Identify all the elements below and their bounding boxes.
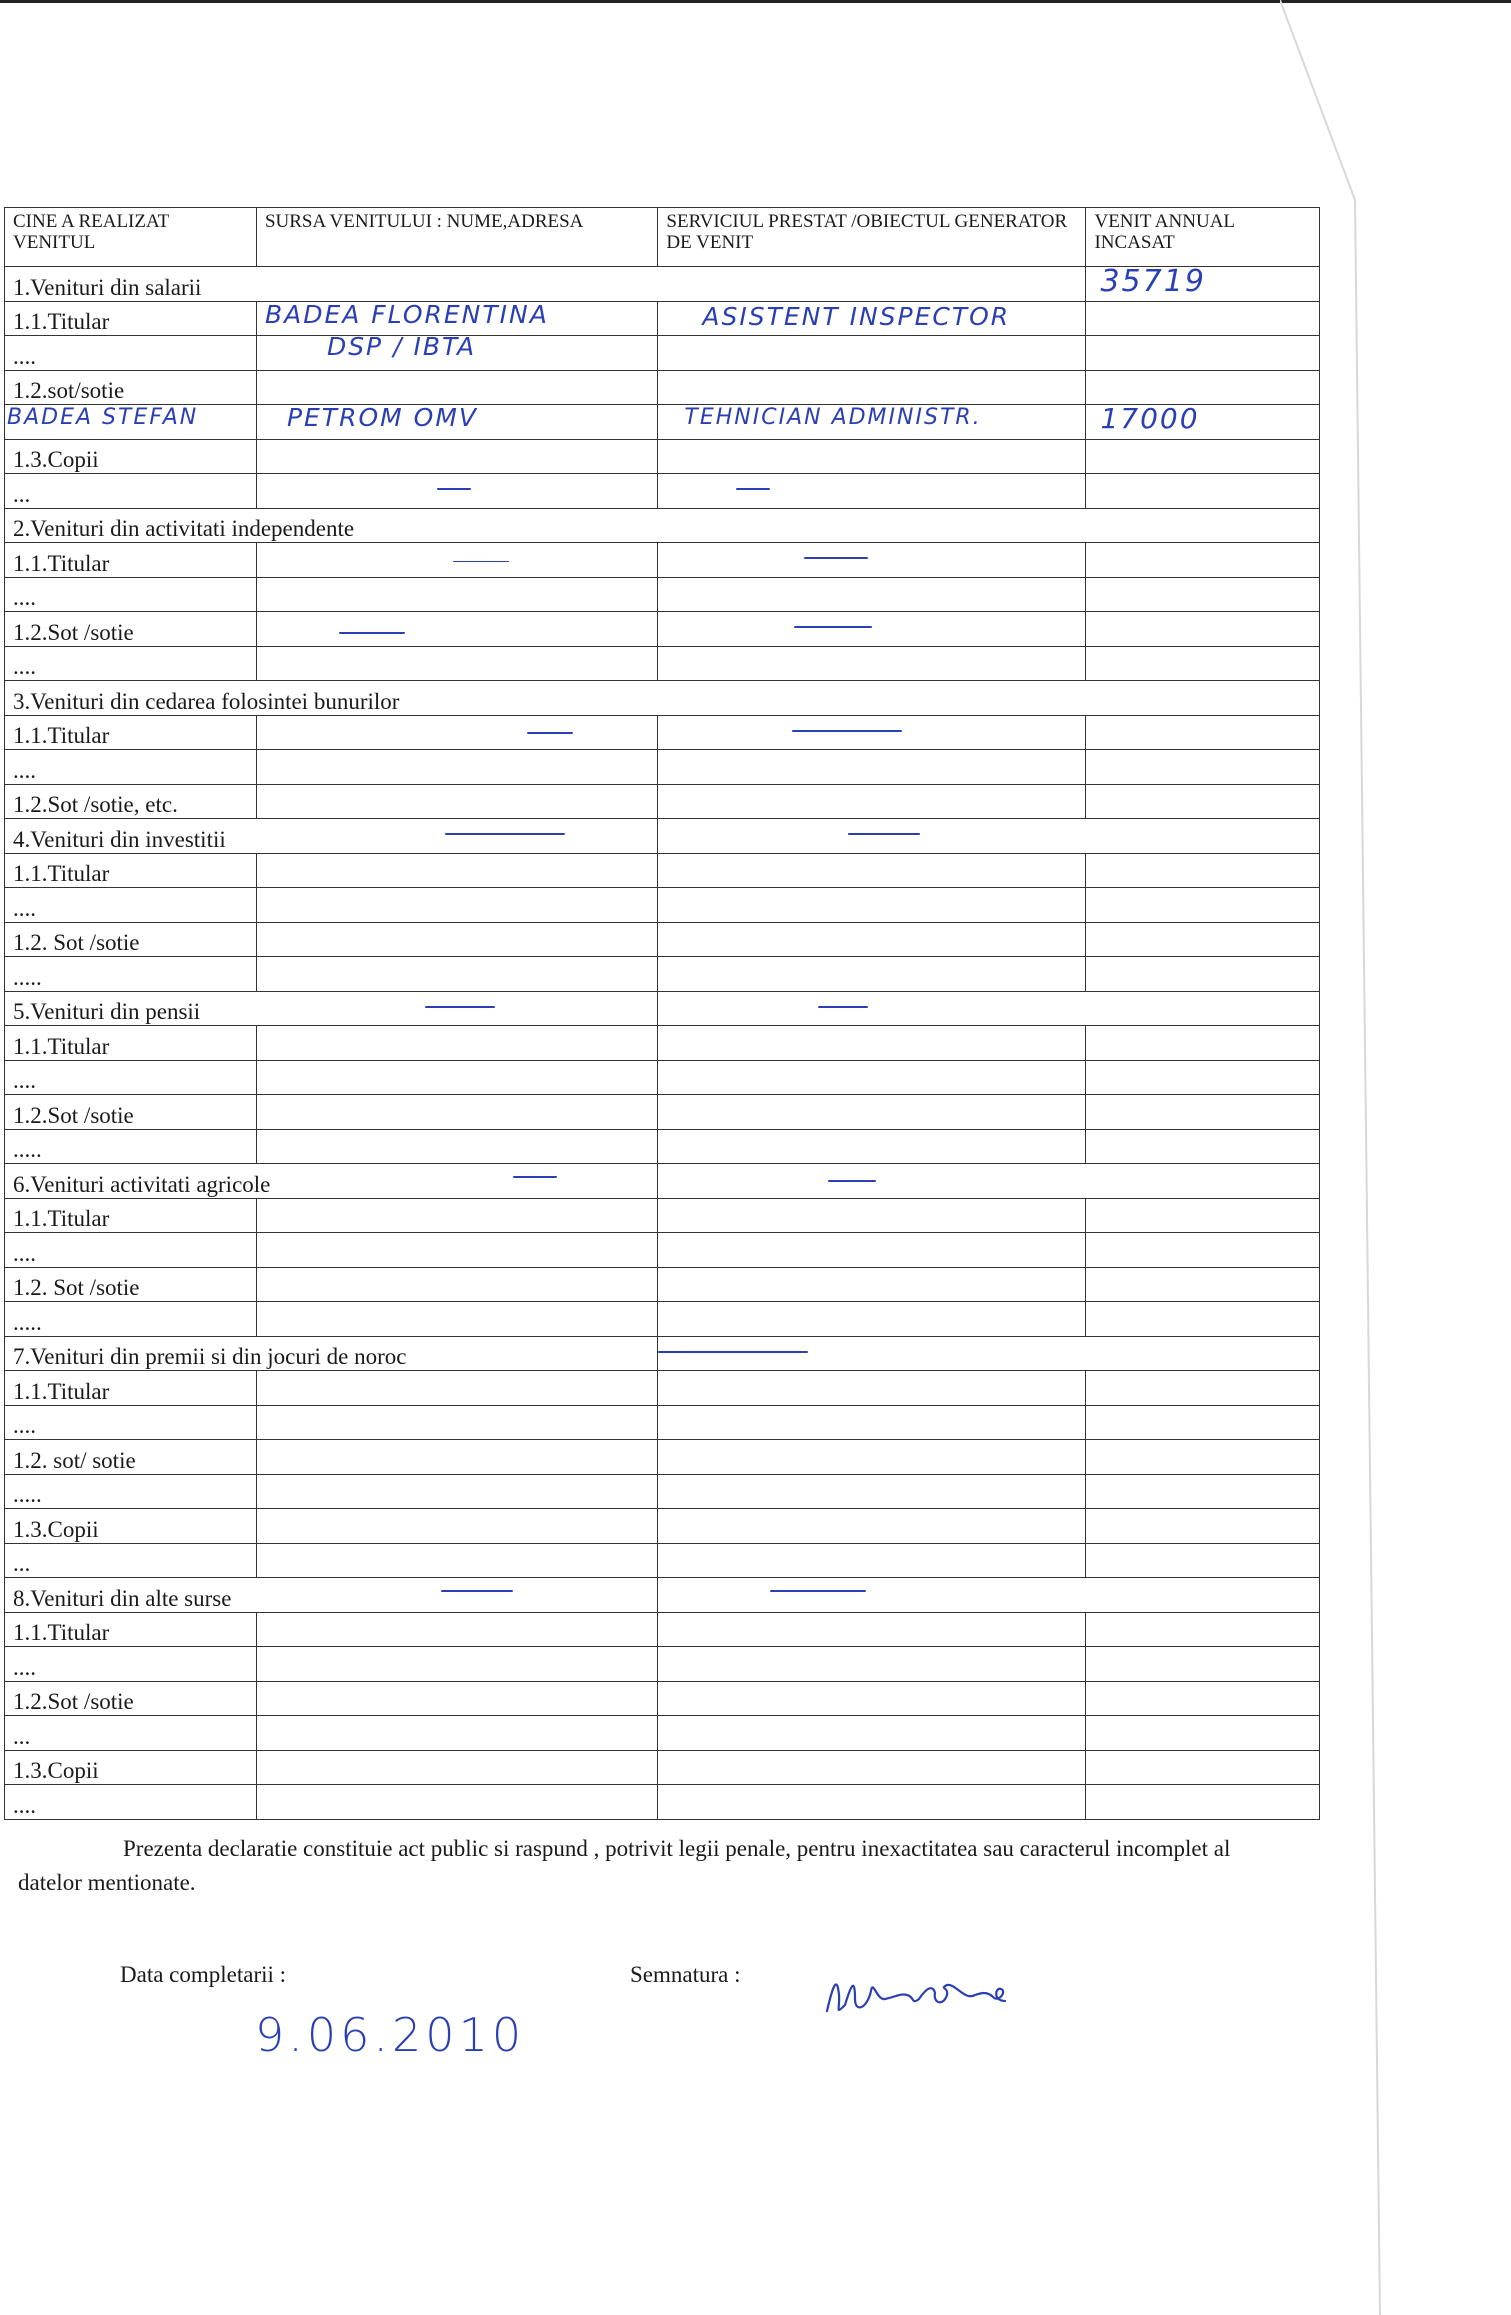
table-cell [658, 1198, 1086, 1233]
titular-source-cell-2 [256, 332, 657, 371]
titular-service-handwritten: ASISTENT INSPECTOR [702, 301, 1011, 331]
section-row [5, 1164, 1320, 1199]
table-cell [658, 1440, 1086, 1475]
table-cell [1086, 750, 1320, 785]
table-cell [658, 1716, 1086, 1751]
row-label: 1.1.Titular [5, 1198, 257, 1233]
sot-source-handwritten: PETROM OMV [286, 403, 478, 432]
section-row [5, 991, 1320, 1026]
row-label: ..... [5, 957, 257, 992]
table-cell [1086, 474, 1320, 509]
section-pensions [5, 991, 658, 1026]
table-row [5, 1647, 1320, 1682]
table-cell [256, 474, 657, 509]
table-cell [256, 1750, 657, 1785]
table-cell [658, 853, 1086, 888]
table-cell [256, 853, 657, 888]
table-cell [256, 370, 657, 405]
row-label: 1.1.Titular [5, 715, 257, 750]
table-cell [256, 1129, 657, 1164]
titular-source-handwritten: BADEA FLORENTINA [264, 299, 549, 329]
table-cell [658, 1129, 1086, 1164]
table-cell [1086, 853, 1320, 888]
section-agricultural [5, 1164, 658, 1199]
row-label: 1.2.Sot /sotie [5, 1681, 257, 1716]
dash-mark [804, 557, 868, 559]
row-label: 1.1.Titular [5, 543, 257, 578]
table-row [5, 1095, 1320, 1130]
table-cell [256, 1543, 657, 1578]
dash-mark [848, 833, 920, 835]
sot-service-cell [658, 405, 1086, 440]
date-handwritten: 9.06.2010 [255, 2008, 526, 2062]
table-cell [658, 1785, 1086, 1820]
dash-mark [445, 833, 565, 835]
table-row [5, 1750, 1320, 1785]
row-label: 1.2.Sot /sotie [5, 612, 257, 647]
table-cell [1086, 543, 1320, 578]
row-label: 1.2.sot/sotie [5, 370, 257, 405]
table-cell [658, 819, 1086, 854]
section-row [5, 681, 1320, 716]
dash-mark [770, 1590, 866, 1592]
dash-mark [792, 730, 902, 732]
row-label: 1.2.Sot /sotie [5, 1095, 257, 1130]
dash-mark [513, 1176, 557, 1178]
table-row [5, 715, 1320, 750]
legal-statement: Prezenta declaratie constituie act public si raspund , potrivit legii penale, pentru inexactitatea sau caracterul incomplet al datelor mentionate. [18, 1836, 1231, 1895]
table-row [5, 888, 1320, 923]
table-header-row [5, 208, 1320, 267]
table-cell [256, 957, 657, 992]
table-cell [1086, 991, 1320, 1026]
table-cell [1086, 819, 1320, 854]
salary-total-handwritten: 35719 [1100, 264, 1206, 299]
header-income: VENIT ANNUAL INCASAT [1086, 208, 1320, 267]
table-cell [256, 1612, 657, 1647]
table-cell [1086, 1405, 1320, 1440]
dash-mark [453, 561, 509, 562]
row-label: 1.1.Titular [5, 1371, 257, 1406]
dash-mark [828, 1180, 876, 1182]
table-cell [1086, 1267, 1320, 1302]
sot-name-cell [5, 405, 257, 440]
table-cell [1086, 1750, 1320, 1785]
row-label: 1.1.Titular [5, 1026, 257, 1061]
table-cell [1086, 1198, 1320, 1233]
row-label: .... [5, 1233, 257, 1268]
table-row [5, 922, 1320, 957]
row-label: 1.1.Titular [5, 853, 257, 888]
table-cell [658, 715, 1086, 750]
sot-source-cell [256, 405, 657, 440]
titular-source-handwritten-2: DSP / IBTA [326, 332, 477, 361]
section-row [5, 508, 1320, 543]
dash-mark [818, 1006, 868, 1008]
table-cell [658, 474, 1086, 509]
table-cell [256, 1267, 657, 1302]
dash-mark [437, 488, 471, 490]
table-cell [256, 1198, 657, 1233]
row-label: .... [5, 577, 257, 612]
section-row [5, 1578, 1320, 1613]
header-service: SERVICIUL PRESTAT /OBIECTUL GENERATOR DE VENIT [658, 208, 1086, 267]
table-cell [658, 370, 1086, 405]
table-cell [1086, 1578, 1320, 1613]
row-label: .... [5, 1785, 257, 1820]
table-row [5, 1026, 1320, 1061]
table-cell [1086, 784, 1320, 819]
table-cell [256, 1302, 657, 1337]
section-agricultural-label: 6.Venituri activitati agricole [13, 1171, 271, 1197]
row-label: ..... [5, 1302, 257, 1337]
table-row [5, 1509, 1320, 1544]
dash-mark [425, 1006, 495, 1008]
table-row [5, 612, 1320, 647]
row-label: ... [5, 474, 257, 509]
table-cell [658, 439, 1086, 474]
table-cell [658, 1302, 1086, 1337]
sot-name-handwritten: BADEA STEFAN [7, 405, 199, 430]
table-cell [256, 715, 657, 750]
row-label: 1.2. Sot /sotie [5, 922, 257, 957]
table-cell [256, 1509, 657, 1544]
row-label: .... [5, 1060, 257, 1095]
row-label: .... [5, 888, 257, 923]
section-pensions-label: 5.Venituri din pensii [13, 999, 201, 1024]
table-cell [1086, 1474, 1320, 1509]
table-cell [658, 1336, 1086, 1371]
income-declaration-table [4, 207, 1320, 1820]
row-label: 1.3.Copii [5, 439, 257, 474]
table-cell [256, 577, 657, 612]
table-cell [658, 750, 1086, 785]
section-row [5, 819, 1320, 854]
table-row [5, 750, 1320, 785]
table-cell [658, 612, 1086, 647]
table-row [5, 1474, 1320, 1509]
table-cell [1086, 957, 1320, 992]
dash-mark [339, 632, 405, 634]
table-cell [1086, 646, 1320, 681]
table-cell [658, 1750, 1086, 1785]
table-row [5, 336, 1320, 371]
signature-label: Semnatura : [630, 1962, 741, 1987]
row-label: 1.2.Sot /sotie, etc. [5, 784, 257, 819]
table-cell [1086, 301, 1320, 336]
dash-mark [527, 732, 573, 734]
table-cell [1086, 1095, 1320, 1130]
table-cell [658, 1164, 1086, 1199]
table-cell [658, 1267, 1086, 1302]
section-other [5, 1578, 658, 1613]
section-independent: 2.Venituri din activitati independente [5, 508, 1320, 543]
dash-mark [441, 1590, 513, 1592]
table-cell [256, 646, 657, 681]
table-cell [658, 888, 1086, 923]
table-cell [1086, 1336, 1320, 1371]
table-cell [1086, 336, 1320, 371]
table-cell [658, 1095, 1086, 1130]
sot-service-handwritten: TEHNICIAN ADMINISTR. [684, 405, 982, 430]
table-row [5, 1267, 1320, 1302]
table-row [5, 405, 1320, 440]
table-row [5, 370, 1320, 405]
table-row [5, 439, 1320, 474]
row-label: .... [5, 1405, 257, 1440]
table-cell [658, 1578, 1086, 1613]
table-cell [1086, 1785, 1320, 1820]
table-cell [658, 646, 1086, 681]
section-investments [5, 819, 658, 854]
table-row [5, 853, 1320, 888]
table-cell [256, 784, 657, 819]
table-cell [256, 1716, 657, 1751]
section-other-label: 8.Venituri din alte surse [13, 1585, 232, 1611]
table-cell [658, 922, 1086, 957]
table-cell [1086, 1716, 1320, 1751]
table-cell [1086, 1302, 1320, 1337]
row-label: 1.2. sot/ sotie [5, 1440, 257, 1475]
table-row [5, 1060, 1320, 1095]
table-cell [658, 1371, 1086, 1406]
table-row [5, 1371, 1320, 1406]
table-cell [1086, 1371, 1320, 1406]
table-cell [1086, 612, 1320, 647]
table-cell [1086, 1164, 1320, 1199]
table-cell [1086, 1026, 1320, 1061]
salary-total-cell [1086, 264, 1320, 302]
table-cell [1086, 1647, 1320, 1682]
table-row [5, 1233, 1320, 1268]
row-label: .... [5, 336, 257, 371]
row-label: 1.1.Titular [5, 1612, 257, 1647]
section-row [5, 1336, 1320, 1371]
table-row [5, 1302, 1320, 1337]
table-cell [658, 336, 1086, 371]
row-label: ..... [5, 1474, 257, 1509]
table-cell [658, 957, 1086, 992]
section-investments-label: 4.Venituri din investitii [13, 826, 226, 852]
row-label: ..... [5, 1129, 257, 1164]
table-cell [658, 1233, 1086, 1268]
dash-mark [794, 626, 872, 628]
section-row [5, 267, 1320, 302]
row-label: 1.1.Titular [5, 301, 257, 336]
table-cell [256, 1095, 657, 1130]
table-cell [256, 1785, 657, 1820]
table-cell [256, 612, 657, 647]
table-row [5, 577, 1320, 612]
section-prizes: 7.Venituri din premii si din jocuri de noroc [5, 1336, 658, 1371]
table-cell [1086, 1233, 1320, 1268]
sot-income-handwritten: 17000 [1100, 402, 1200, 435]
table-row [5, 1612, 1320, 1647]
table-cell [256, 1233, 657, 1268]
table-cell [1086, 439, 1320, 474]
section-salaries: 1.Venituri din salarii [5, 267, 1086, 302]
titular-source-cell [256, 301, 657, 336]
table-row [5, 1405, 1320, 1440]
table-cell [658, 1612, 1086, 1647]
section-assets: 3.Venituri din cedarea folosintei bunurilor [5, 681, 1320, 716]
table-row [5, 1716, 1320, 1751]
table-cell [658, 991, 1086, 1026]
table-cell [256, 1440, 657, 1475]
table-cell [658, 1681, 1086, 1716]
table-cell [658, 543, 1086, 578]
table-cell [1086, 370, 1320, 405]
table-row [5, 646, 1320, 681]
header-who: CINE A REALIZAT VENITUL [5, 208, 257, 267]
table-row [5, 1543, 1320, 1578]
table-cell [658, 1405, 1086, 1440]
table-row [5, 957, 1320, 992]
handwritten-signature [815, 1965, 1045, 2025]
row-label: ... [5, 1716, 257, 1751]
table-cell [256, 922, 657, 957]
row-label: 1.3.Copii [5, 1509, 257, 1544]
table-cell [256, 1026, 657, 1061]
row-label: .... [5, 646, 257, 681]
table-row [5, 1129, 1320, 1164]
table-cell [658, 1026, 1086, 1061]
table-cell [1086, 888, 1320, 923]
table-cell [658, 577, 1086, 612]
table-cell [1086, 1612, 1320, 1647]
table-cell [658, 1060, 1086, 1095]
table-cell [256, 439, 657, 474]
row-label: ... [5, 1543, 257, 1578]
table-row [5, 474, 1320, 509]
header-source: SURSA VENITULUI : NUME,ADRESA [256, 208, 657, 267]
table-cell [256, 1681, 657, 1716]
table-cell [256, 1474, 657, 1509]
table-cell [1086, 1681, 1320, 1716]
table-cell [1086, 577, 1320, 612]
table-cell [658, 1647, 1086, 1682]
table-cell [658, 784, 1086, 819]
table-cell [658, 1474, 1086, 1509]
scan-top-border [0, 0, 1511, 3]
table-cell [1086, 1440, 1320, 1475]
date-label: Data completarii : [120, 1962, 287, 1987]
table-cell [658, 1543, 1086, 1578]
row-label: .... [5, 750, 257, 785]
table-cell [1086, 1060, 1320, 1095]
table-cell [256, 1647, 657, 1682]
table-cell [256, 888, 657, 923]
table-cell [1086, 715, 1320, 750]
titular-service-cell [658, 301, 1086, 336]
table-cell [256, 1060, 657, 1095]
table-cell [256, 1371, 657, 1406]
table-cell [1086, 922, 1320, 957]
table-row [5, 543, 1320, 578]
table-row [5, 1440, 1320, 1475]
row-label: 1.2. Sot /sotie [5, 1267, 257, 1302]
table-cell [256, 543, 657, 578]
table-row [5, 784, 1320, 819]
table-cell [256, 750, 657, 785]
table-row [5, 1785, 1320, 1820]
table-cell [1086, 1543, 1320, 1578]
table-cell [256, 1405, 657, 1440]
row-label: 1.3.Copii [5, 1750, 257, 1785]
table-row [5, 301, 1320, 336]
table-cell [1086, 1129, 1320, 1164]
row-label: .... [5, 1647, 257, 1682]
sot-income-cell [1086, 402, 1320, 440]
dash-mark [736, 488, 770, 490]
table-cell [1086, 1509, 1320, 1544]
dash-mark [658, 1351, 808, 1353]
table-row [5, 1681, 1320, 1716]
table-cell [658, 1509, 1086, 1544]
table-row [5, 1198, 1320, 1233]
